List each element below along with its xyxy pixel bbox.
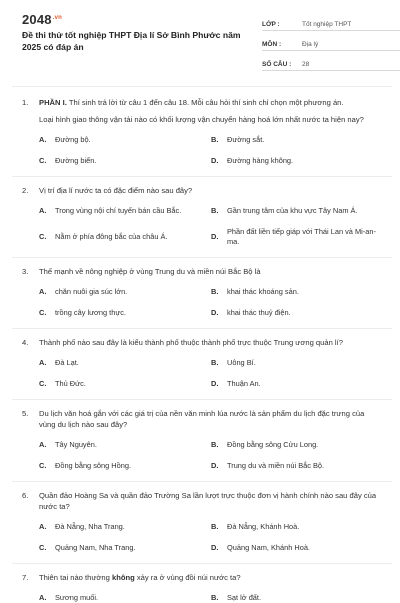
option-d[interactable] [211, 156, 383, 166]
option-text: Đường bộ. [55, 135, 91, 144]
option-text: Đồng bằng sông Cửu Long. [227, 440, 319, 449]
option-a[interactable] [39, 522, 211, 532]
option-c[interactable] [39, 308, 211, 318]
option-c[interactable] [39, 156, 211, 166]
option-letter: B. [211, 358, 219, 367]
option-text: Uông Bí. [227, 358, 256, 367]
question-divider [12, 481, 392, 482]
question-number: 6. [22, 491, 29, 500]
option-letter: C. [39, 232, 47, 241]
option-c[interactable] [39, 461, 211, 471]
option-text: Đường biển. [55, 156, 97, 165]
question-number: 3. [22, 267, 29, 276]
option-letter: A. [39, 206, 47, 215]
question-stem-emphasis: không [111, 573, 135, 582]
option-text: trồng cây lương thực. [55, 308, 127, 317]
meta-label: SỐ CÂU : [262, 61, 292, 68]
part-label: PHẦN I. [39, 98, 67, 107]
option-letter: A. [39, 358, 47, 367]
option-letter: B. [211, 135, 219, 144]
option-letter: A. [39, 593, 47, 602]
option-d[interactable] [211, 543, 383, 553]
meta-value: Địa lý [302, 41, 319, 48]
question-1 [22, 97, 382, 166]
option-text: Đà Nẵng, Nha Trang. [55, 522, 125, 531]
option-letter: D. [211, 461, 219, 470]
option-text: Đà Lạt. [55, 358, 79, 367]
option-a[interactable] [39, 135, 211, 145]
meta-value: Tốt nghiệp THPT [302, 21, 352, 28]
option-d[interactable] [211, 379, 383, 389]
option-text: Phần đất liền tiếp giáp với Thái Lan và Mi-an-ma. [227, 227, 376, 246]
option-letter: B. [211, 287, 219, 296]
option-c[interactable] [39, 227, 211, 247]
option-a[interactable] [39, 358, 211, 368]
question-2 [22, 185, 382, 247]
question-number: 1. [22, 98, 29, 107]
site-logo[interactable] [22, 12, 62, 27]
option-b[interactable] [211, 522, 383, 532]
option-letter: A. [39, 135, 47, 144]
answer-options [39, 593, 382, 603]
option-d[interactable] [211, 461, 383, 471]
option-text: Quảng Nam, Khánh Hoà. [227, 543, 310, 552]
option-letter: D. [211, 308, 219, 317]
option-text: Sương muối. [55, 593, 99, 602]
meta-label: MÔN : [262, 41, 282, 48]
question-stem: Thành phố nào sau đây là kiểu thành phố thuộc thành phố trực thuộc Trung ương quản lí? [39, 338, 343, 347]
question-3 [22, 266, 382, 318]
answer-options [39, 522, 382, 553]
question-divider [12, 257, 392, 258]
option-letter: C. [39, 156, 47, 165]
answer-options [39, 206, 382, 247]
option-c[interactable] [39, 543, 211, 553]
option-a[interactable] [39, 593, 211, 603]
option-letter: D. [211, 379, 219, 388]
option-text: Đường sắt. [227, 135, 265, 144]
question-number: 4. [22, 338, 29, 347]
question-number: 7. [22, 573, 29, 582]
question-divider [12, 399, 392, 400]
option-text: Trung du và miền núi Bắc Bộ. [227, 461, 325, 470]
exam-meta [262, 14, 400, 74]
option-b[interactable] [211, 287, 383, 297]
option-text: Sạt lở đất. [227, 593, 262, 602]
option-text: Nằm ở phía đông bắc của châu Á. [55, 232, 168, 241]
option-letter: B. [211, 522, 219, 531]
question-sub-stem: Loại hình giao thông vận tải nào có khối lượng vận chuyển hàng hoá lớn nhất nước ta hiện nay? [39, 115, 364, 124]
logo-suffix: .vn [52, 14, 63, 21]
meta-label: LỚP : [262, 21, 280, 28]
question-4 [22, 337, 382, 389]
question-7 [22, 572, 382, 603]
answer-options [39, 135, 382, 166]
question-5 [22, 408, 382, 471]
option-a[interactable] [39, 206, 211, 216]
question-number: 5. [22, 409, 29, 418]
option-d[interactable] [211, 227, 383, 247]
question-divider [12, 176, 392, 177]
option-letter: D. [211, 543, 219, 552]
option-b[interactable] [211, 440, 383, 450]
option-text: Tây Nguyên. [55, 440, 97, 449]
option-b[interactable] [211, 135, 383, 145]
question-stem-end: xảy ra ở vùng đồi núi nước ta? [134, 573, 241, 582]
option-text: khai thác khoáng sản. [227, 287, 299, 296]
answer-options [39, 440, 382, 471]
option-letter: C. [39, 461, 47, 470]
document-title: Đề thi thử tốt nghiệp THPT Địa lí Sở Bình Phước năm 2025 có đáp án [22, 30, 241, 52]
meta-row-subject [262, 34, 400, 51]
option-a[interactable] [39, 440, 211, 450]
question-number: 2. [22, 186, 29, 195]
question-divider [12, 563, 392, 564]
option-c[interactable] [39, 379, 211, 389]
option-letter: C. [39, 308, 47, 317]
option-letter: A. [39, 440, 47, 449]
header [22, 12, 382, 72]
option-text: chăn nuôi gia súc lớn. [55, 287, 128, 296]
question-stem: Thí sinh trả lời từ câu 1 đến câu 18. Mỗi câu hỏi thí sinh chỉ chọn một phương án. [66, 98, 344, 107]
option-text: khai thác thuỷ điện. [227, 308, 291, 317]
option-letter: B. [211, 593, 219, 602]
option-d[interactable] [211, 308, 383, 318]
option-b[interactable] [211, 593, 383, 603]
option-letter: A. [39, 522, 47, 531]
option-text: Trong vùng nội chí tuyến bán cầu Bắc. [55, 206, 182, 215]
question-divider [12, 328, 392, 329]
option-letter: D. [211, 156, 219, 165]
answer-options [39, 287, 382, 318]
option-text: Gần trung tâm của khu vực Tây Nam Á. [227, 206, 358, 215]
meta-row-count [262, 54, 400, 71]
option-letter: C. [39, 379, 47, 388]
option-letter: D. [211, 232, 219, 241]
option-text: Đà Nẵng, Khánh Hoà. [227, 522, 300, 531]
meta-value: 28 [302, 61, 310, 68]
answer-options [39, 358, 382, 389]
option-b[interactable] [211, 206, 383, 216]
option-text: Đồng bằng sông Hồng. [55, 461, 132, 470]
option-text: Thủ Đức. [55, 379, 86, 388]
option-letter: A. [39, 287, 47, 296]
logo-text: 2048 [22, 12, 52, 27]
option-text: Đường hàng không. [227, 156, 294, 165]
question-stem: Thế mạnh về nông nghiệp ở vùng Trung du và miền núi Bắc Bộ là [39, 267, 261, 276]
question-stem: Vị trí địa lí nước ta có đặc điểm nào sau đây? [39, 186, 193, 195]
option-letter: B. [211, 206, 219, 215]
option-a[interactable] [39, 287, 211, 297]
question-stem: Quần đảo Hoàng Sa và quần đảo Trường Sa lần lượt trực thuộc đơn vị hành chính nào sau đây của nước ta? [39, 491, 377, 511]
option-letter: B. [211, 440, 219, 449]
question-stem: Du lịch văn hoá gắn với các giá trị của nền văn minh lúa nước là sản phẩm du lịch đặc trưng của vùng du lịch nào sau đây? [39, 409, 365, 429]
question-6 [22, 490, 382, 553]
meta-row-class [262, 14, 400, 31]
option-text: Thuận An. [227, 379, 261, 388]
option-b[interactable] [211, 358, 383, 368]
question-stem: Thiên tai nào thường [39, 573, 112, 582]
option-letter: C. [39, 543, 47, 552]
option-text: Quảng Nam, Nha Trang. [55, 543, 136, 552]
